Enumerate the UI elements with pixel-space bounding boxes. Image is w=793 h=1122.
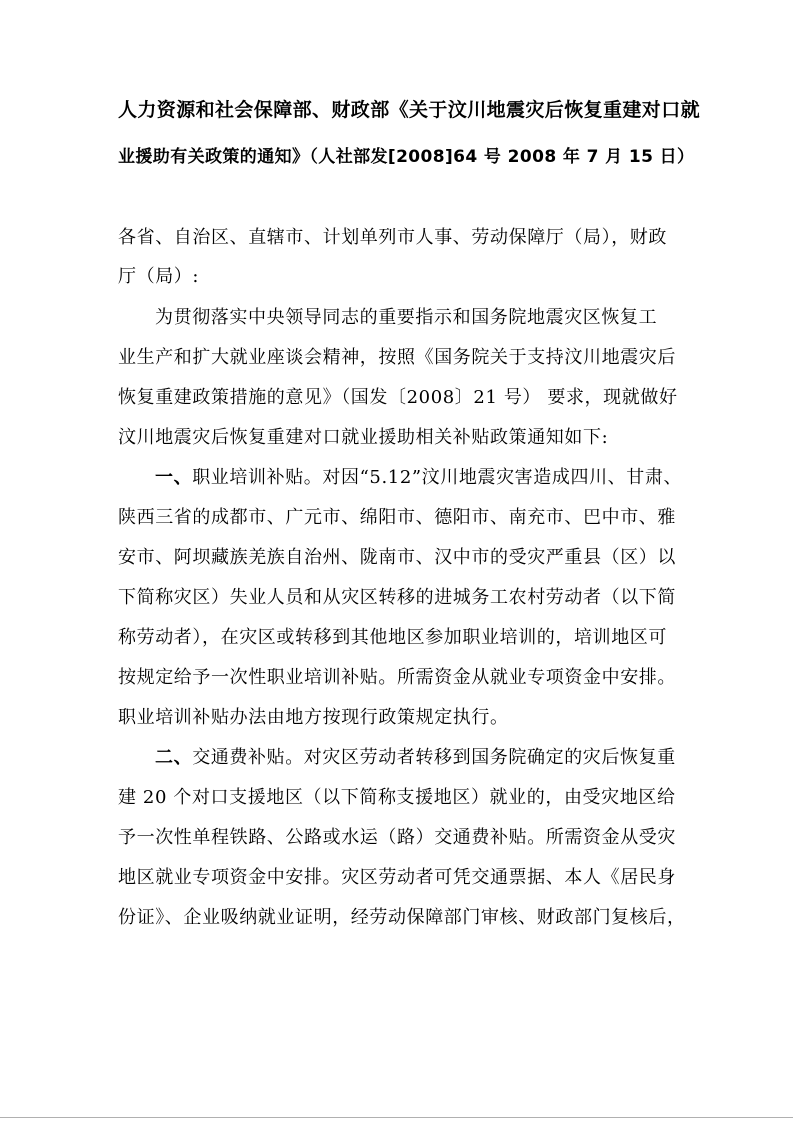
section2-heading-number: 二、 <box>155 747 193 768</box>
intro-line-1: 为贯彻落实中央领导同志的重要指示和国务院地震灾区恢复工 <box>155 307 658 328</box>
section2-line-2: 建 20 个对口支援地区（以下简称支援地区）就业的，由受灾地区给 <box>118 787 676 808</box>
salutation-line-2: 厅（局）: <box>118 266 200 287</box>
section1-line-7: 职业培训补贴办法由地方按现行政策规定执行。 <box>118 707 509 728</box>
section1-line-1 <box>155 466 682 490</box>
section1-heading-number: 一、 <box>155 467 193 488</box>
section2-line-1 <box>155 746 676 770</box>
section2-line-5: 份证》、企业吸纳就业证明，经劳动保障部门审核、财政部门复核后， <box>118 907 686 928</box>
section1-line-2: 陕西三省的成都市、广元市、绵阳市、德阳市、南充市、巴中市、雅 <box>118 507 676 528</box>
section1-line-5: 称劳动者），在灾区或转移到其他地区参加职业培训的，培训地区可 <box>118 627 667 648</box>
section2-line-3: 予一次性单程铁路、公路或水运（路）交通费补贴。所需资金从受灾 <box>118 827 676 848</box>
document-title-line-1: 人力资源和社会保障部、财政部《关于汶川地震灾后恢复重建对口就 <box>118 99 701 121</box>
section1-line-4: 下简称灾区）失业人员和从灾区转移的进城务工农村劳动者（以下简 <box>118 587 676 608</box>
salutation-line-1: 各省、自治区、直辖市、计划单列市人事、劳动保障厅（局），财政 <box>118 227 667 248</box>
intro-line-2: 业生产和扩大就业座谈会精神，按照《国务院关于支持汶川地震灾后 <box>118 347 676 368</box>
section2-line-4: 地区就业专项资金中安排。灾区劳动者可凭交通票据、本人《居民身 <box>118 867 676 888</box>
section2-line-1-text: 交通费补贴。对灾区劳动者转移到国务院确定的灾后恢复重 <box>192 747 676 768</box>
page-bottom-divider <box>0 1117 793 1118</box>
section1-line-3: 安市、阿坝藏族羌族自治州、陇南市、汉中市的受灾严重县（区）以 <box>118 547 676 568</box>
section1-line-1-text: 职业培训补贴。对因“5.12”汶川地震灾害造成四川、甘肃、 <box>192 467 683 488</box>
intro-line-3: 恢复重建政策措施的意见》（国发〔2008〕21 号） 要求，现就做好 <box>118 387 678 408</box>
intro-line-4: 汶川地震灾后恢复重建对口就业援助相关补贴政策通知如下: <box>118 427 609 448</box>
document-title-line-2: 业援助有关政策的通知》（人社部发[2008]64 号 2008 年 7 月 15 日） <box>118 147 695 167</box>
section1-line-6: 按规定给予一次性职业培训补贴。所需资金从就业专项资金中安排。 <box>118 667 676 688</box>
